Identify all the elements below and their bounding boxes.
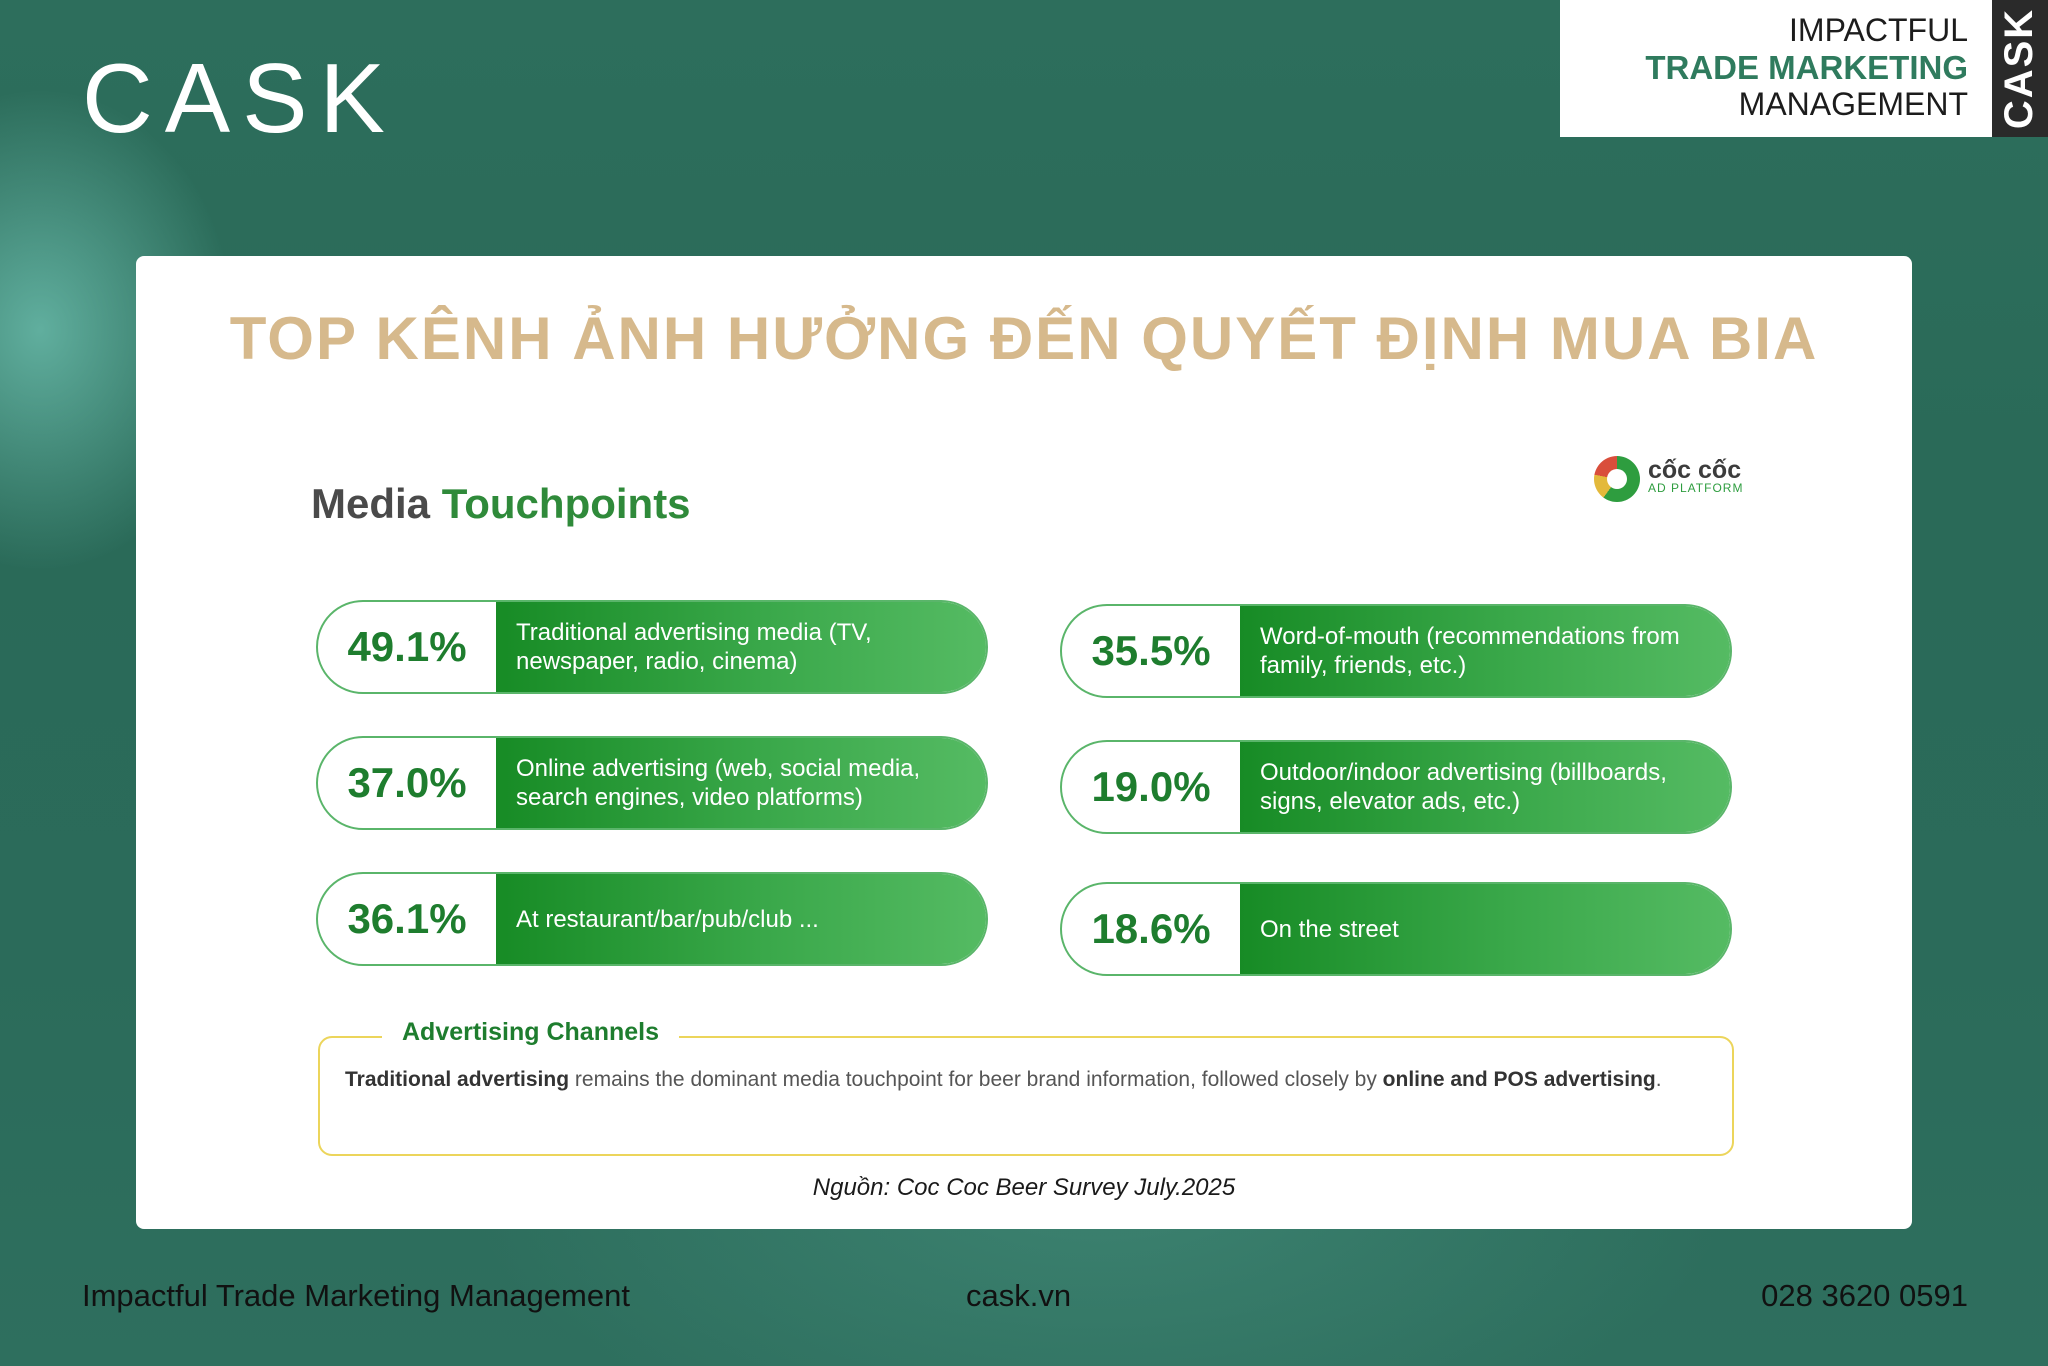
footer-tagline: Impactful Trade Marketing Management xyxy=(82,1278,630,1313)
touchpoint-value: 37.0% xyxy=(347,759,467,806)
touchpoint-label: At restaurant/bar/pub/club ... xyxy=(496,874,986,964)
badge-line-3: MANAGEMENT xyxy=(1738,86,1968,122)
impactful-badge xyxy=(1560,0,2048,137)
partner-name: cốc cốc xyxy=(1648,456,1742,484)
touchpoint-pill xyxy=(1060,604,1732,698)
touchpoint-value: 36.1% xyxy=(347,895,467,942)
touchpoint-label: Outdoor/indoor advertising (billboards, signs, elevator ads, etc.) xyxy=(1240,742,1730,832)
touchpoint-value: 18.6% xyxy=(1091,905,1211,952)
touchpoint-pill xyxy=(316,600,988,694)
touchpoint-label: Traditional advertising media (TV, newspaper, radio, cinema) xyxy=(496,602,986,692)
badge-vertical-logo: CASK xyxy=(1997,7,2042,130)
coccoc-logo-text xyxy=(1648,456,1744,497)
cask-logo: CASK xyxy=(82,43,397,153)
touchpoint-label: On the street xyxy=(1240,884,1730,974)
coccoc-logo-icon xyxy=(1594,456,1640,502)
touchpoint-value: 49.1% xyxy=(347,623,467,670)
section-title xyxy=(311,480,691,528)
partner-sub: AD PLATFORM xyxy=(1648,481,1744,495)
advertising-channels-title: Advertising Channels xyxy=(382,1018,679,1047)
badge-vertical-strip xyxy=(1992,0,2048,137)
footer-phone[interactable]: 028 3620 0591 xyxy=(1761,1278,1968,1313)
touchpoint-label: Online advertising (web, social media, search engines, video platforms) xyxy=(496,738,986,828)
channels-bold-2: online and POS advertising xyxy=(1382,1068,1656,1091)
channels-bold-1: Traditional advertising xyxy=(345,1068,570,1091)
page-title: TOP KÊNH ẢNH HƯỞNG ĐẾN QUYẾT ĐỊNH MUA BIA xyxy=(229,305,1819,372)
touchpoint-pill xyxy=(1060,882,1732,976)
touchpoint-pill xyxy=(316,872,988,966)
badge-text xyxy=(1645,12,1968,123)
touchpoint-value: 19.0% xyxy=(1091,763,1211,810)
section-title-part-1: Media xyxy=(311,480,431,527)
touchpoint-value: 35.5% xyxy=(1091,627,1211,674)
coccoc-logo xyxy=(1594,452,1743,506)
touchpoint-pill xyxy=(1060,740,1732,834)
content-card xyxy=(136,256,1912,1229)
advertising-channels-text xyxy=(345,1068,1712,1092)
source-note: Nguồn: Coc Coc Beer Survey July.2025 xyxy=(812,1174,1236,1201)
footer-website[interactable]: cask.vn xyxy=(966,1278,1072,1313)
advertising-channels-box xyxy=(318,1018,1734,1156)
badge-line-1: IMPACTFUL xyxy=(1789,12,1968,48)
touchpoint-pill xyxy=(316,736,988,830)
channels-mid: remains the dominant media touchpoint for beer brand information, followed closely by xyxy=(569,1068,1383,1091)
section-title-part-2: Touchpoints xyxy=(441,480,691,527)
touchpoint-label: Word-of-mouth (recommendations from family, friends, etc.) xyxy=(1240,606,1730,696)
channels-end: . xyxy=(1655,1068,1662,1091)
badge-line-2: TRADE MARKETING xyxy=(1645,49,1968,86)
